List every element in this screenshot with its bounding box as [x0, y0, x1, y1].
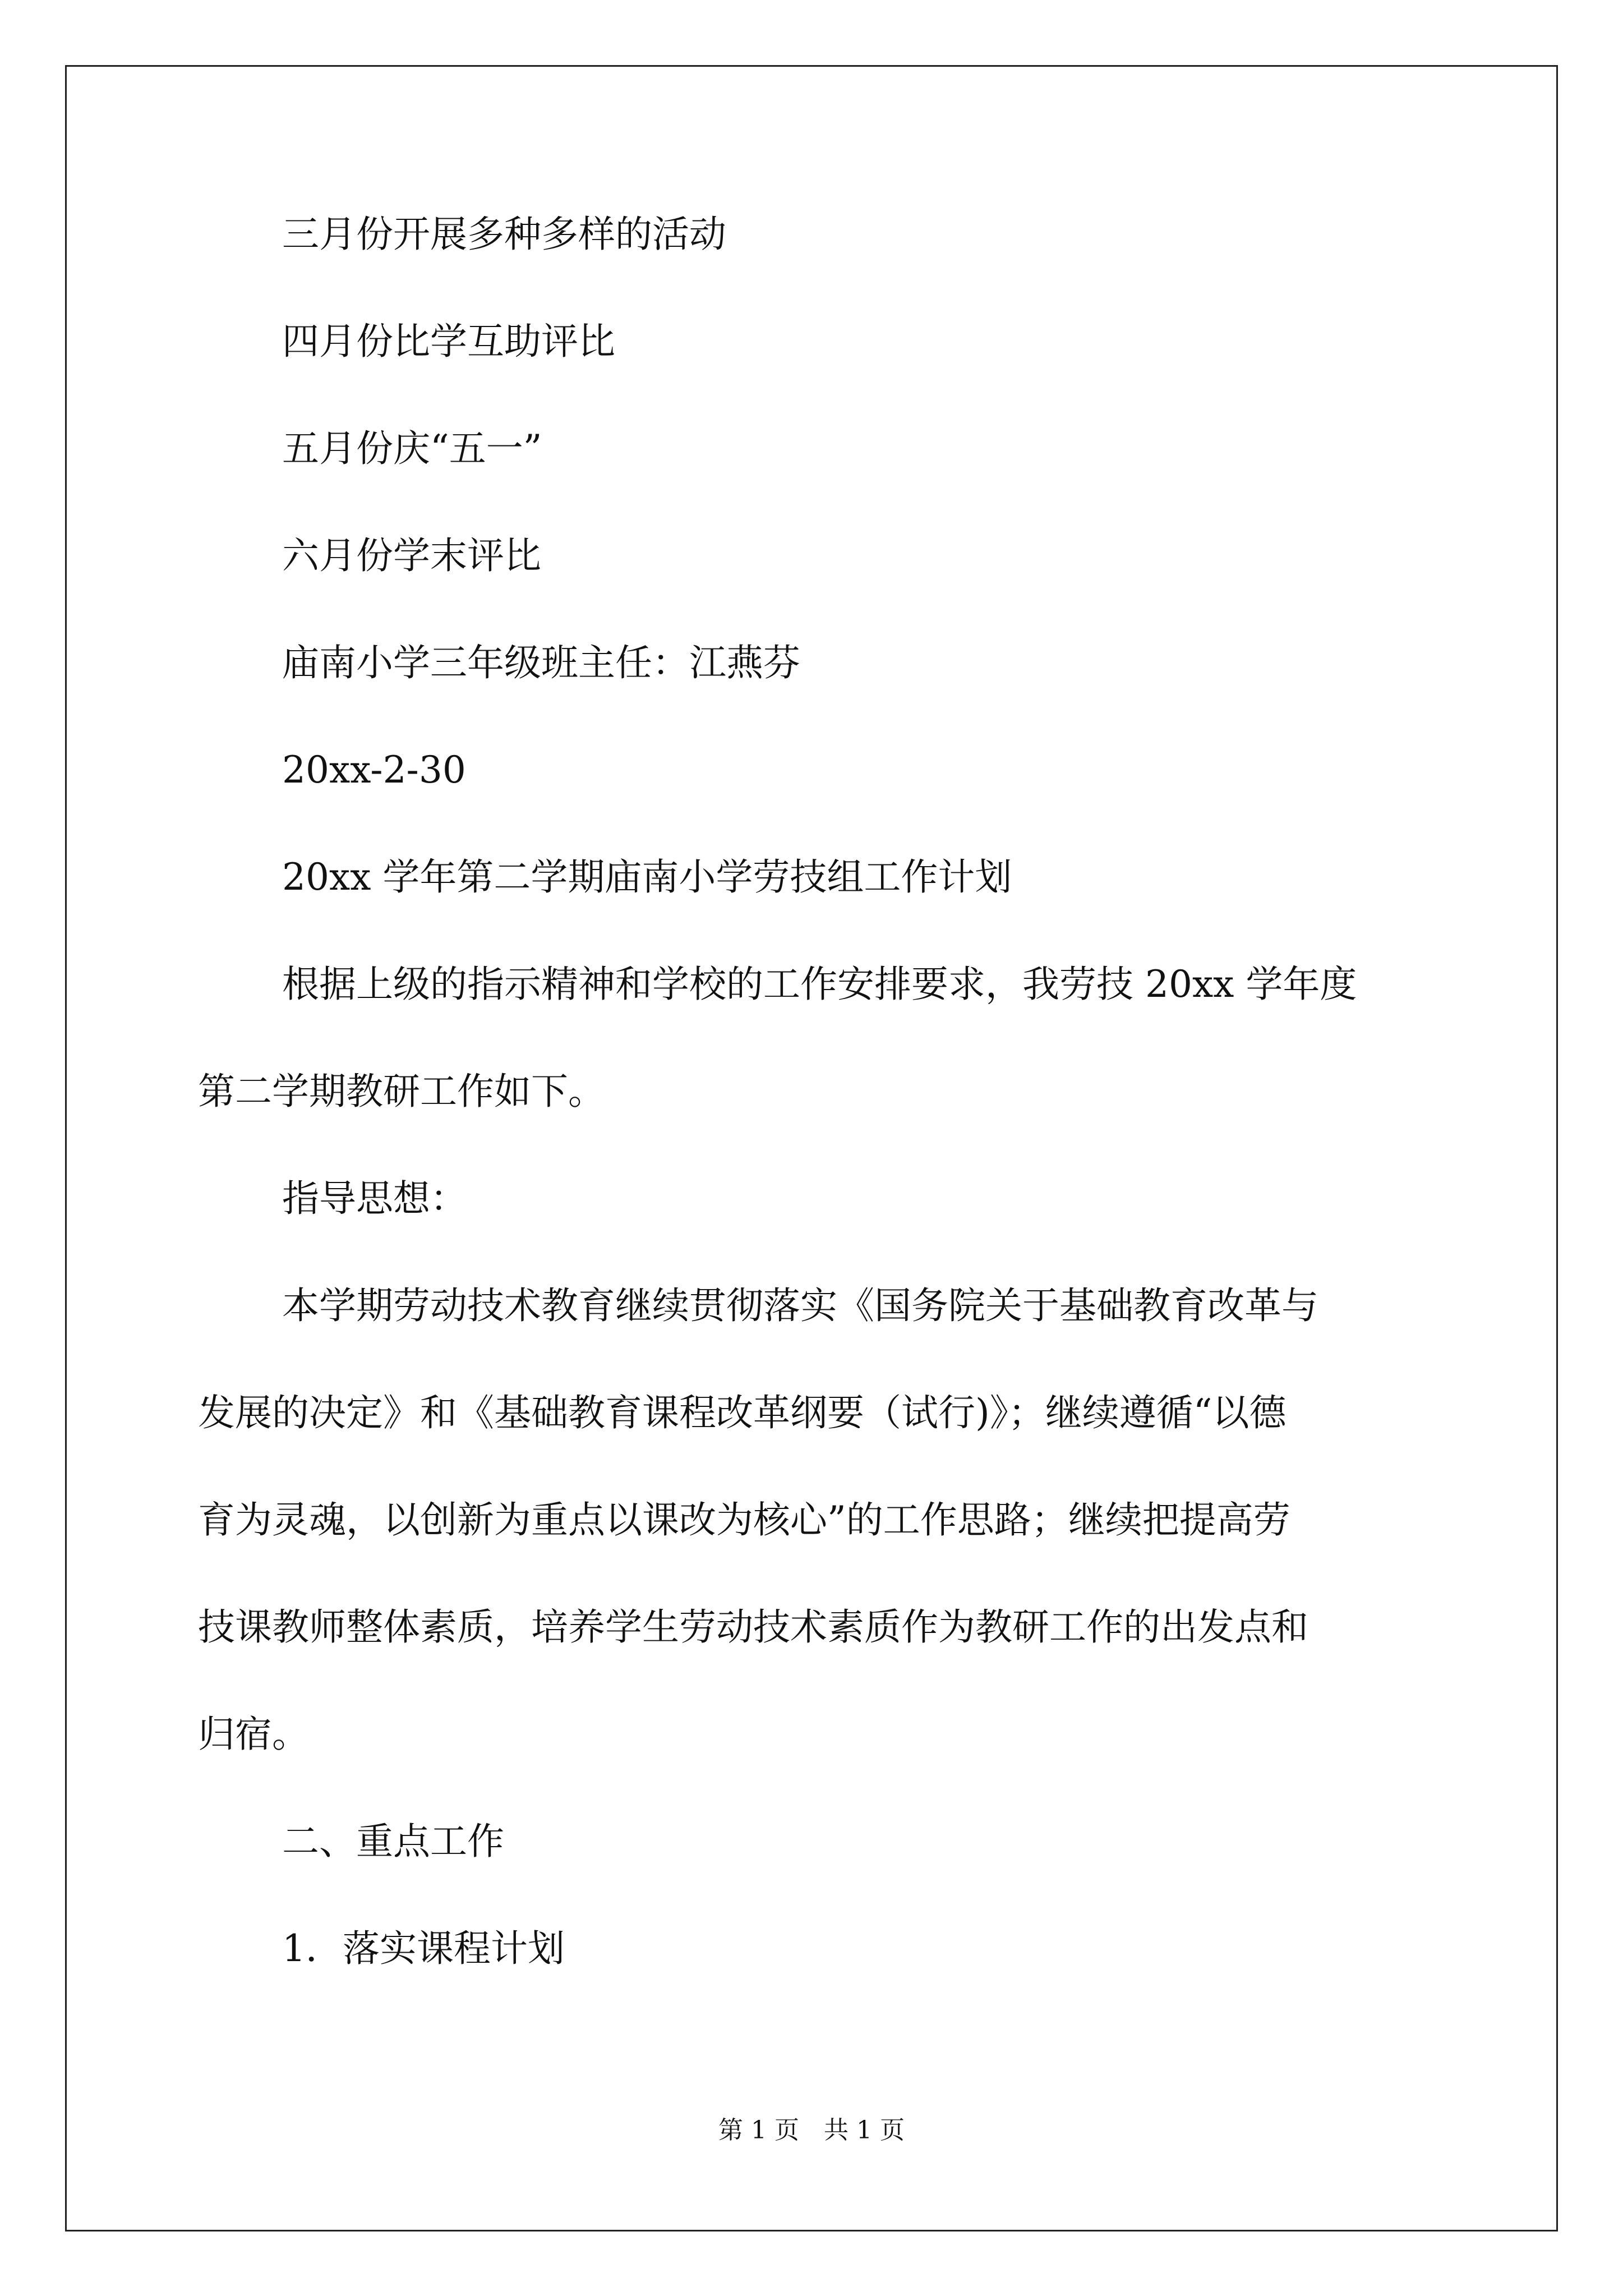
- heading-key-work: 二、重点工作: [282, 1820, 504, 1863]
- paragraph-guiding-line-1: 本学期劳动技术教育继续贯彻落实《国务院关于基础教育改革与: [282, 1284, 1318, 1327]
- paragraph-intro-line-2: 第二学期教研工作如下。: [198, 1070, 605, 1113]
- paragraph-intro-line-1: 根据上级的指示精神和学校的工作安排要求，我劳技 20xx 学年度: [282, 963, 1357, 1006]
- paragraph-may-celebration: 五月份庆“五一”: [282, 427, 542, 470]
- paragraph-guiding-line-2: 发展的决定》和《基础教育课程改革纲要（试行)》；继续遵循“以德: [198, 1391, 1287, 1434]
- paragraph-date: 20xx-2-30: [282, 748, 466, 792]
- section-title: 20xx 学年第二学期庙南小学劳技组工作计划: [282, 855, 1012, 899]
- paragraph-march-activities: 三月份开展多种多样的活动: [282, 213, 726, 256]
- paragraph-april-review: 四月份比学互助评比: [282, 320, 615, 363]
- paragraph-guiding-line-3: 育为灵魂，以创新为重点以课改为核心”的工作思路；继续把提高劳: [198, 1498, 1290, 1542]
- paragraph-signature: 庙南小学三年级班主任：江燕芬: [282, 641, 800, 684]
- heading-guiding-thought: 指导思想：: [282, 1177, 467, 1220]
- document-body: [198, 208, 1432, 1976]
- page-footer: 第 1 页 共 1 页: [718, 2116, 905, 2145]
- paragraph-guiding-line-5: 归宿。: [198, 1713, 309, 1756]
- paragraph-june-review: 六月份学末评比: [282, 534, 541, 577]
- paragraph-guiding-line-4: 技课教师整体素质，培养学生劳动技术素质作为教研工作的出发点和: [198, 1605, 1308, 1649]
- heading-implement-curriculum: 1．落实课程计划: [282, 1927, 565, 1970]
